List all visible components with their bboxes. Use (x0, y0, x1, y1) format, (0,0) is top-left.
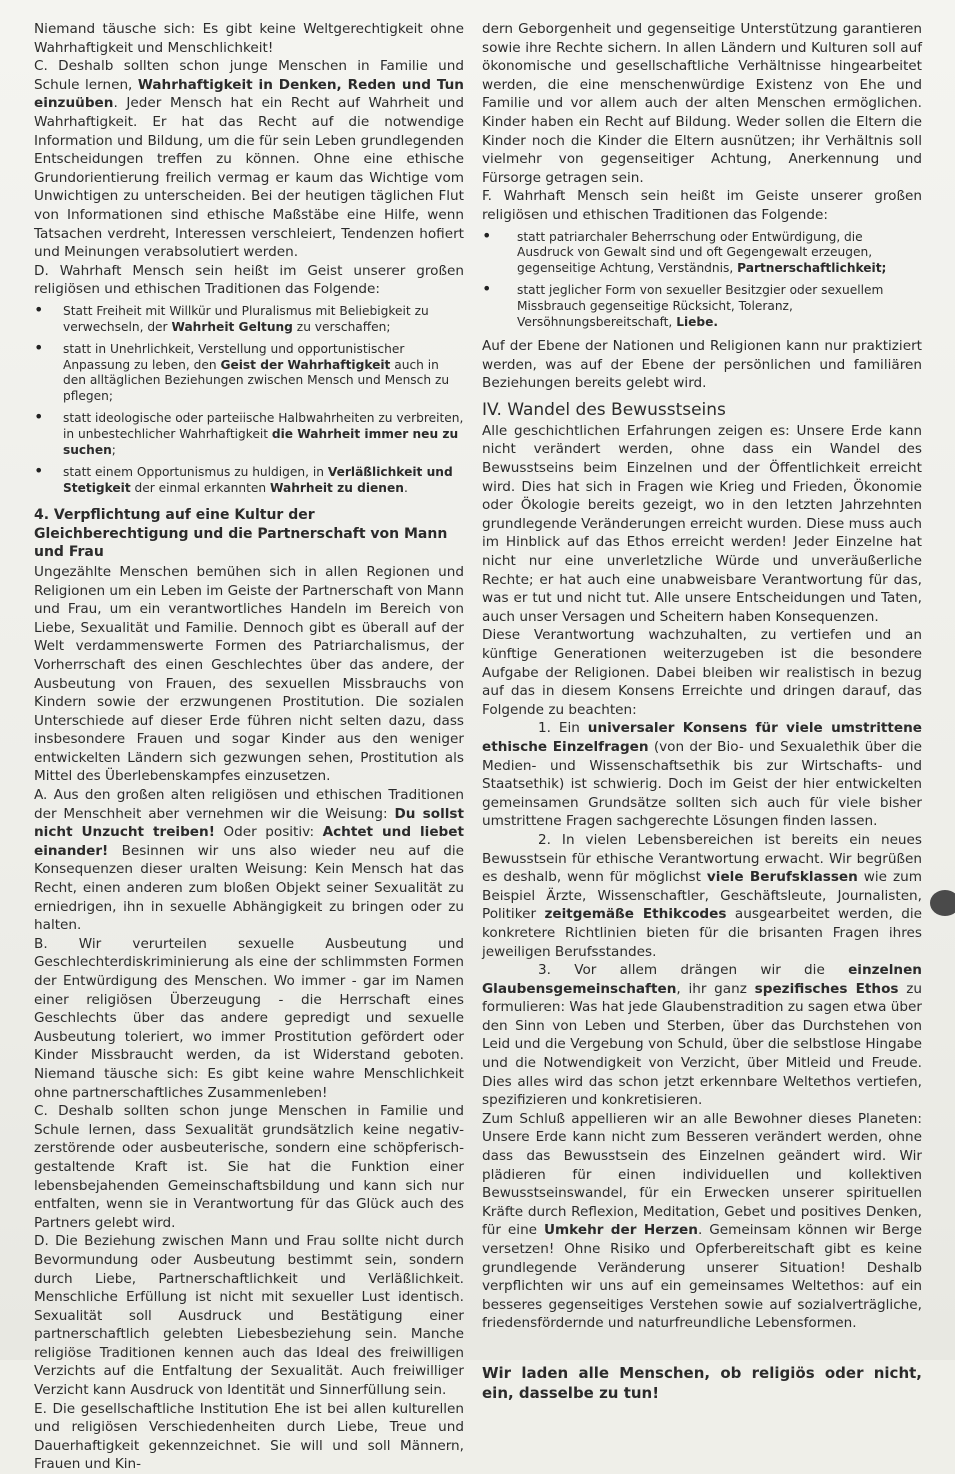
paragraph-point-1: 1. Ein universaler Konsens für viele umstrittene ethische Einzelfragen (von der Bio- und Sexualethik über die Medien- und Wissenschaftsethik bis zur Wirtschafts- und Staatsethik) ist schwierig. Doch im Geist der hier entwickelten gemeinsamen Grundsätze sollten sich auch für viele bisher umstrittene Fragen sachgerechte Lösungen finden lassen. (482, 720, 922, 830)
left-column (34, 20, 464, 1474)
c-text-pre: Deshalb sollten schon junge Menschen in Familie und Schule lernen, (34, 58, 464, 93)
paragraph-b-ausbeutung: B. Wir verurteilen sexuelle Ausbeutung und Geschlechterdiskriminierung als eine der schlimmsten Formen der Entwürdigung des Menschen. Wo immer - gar im Namen einer religiösen Überzeugung - die Herrschaft eines Geschlechts über das andere gepredigt und sexuelle Ausbeutung toleriert, wo immer Prostitution gefördert oder Kinder Missbraucht werden, da ist Widerstand geboten. Niemand täusche sich: Es gibt keine wahre Menschlichkeit ohne partnerschaftliches Zusammenleben! (34, 935, 464, 1101)
bullet-list-wahrhaftigkeit (34, 304, 464, 497)
paragraph-ebene: Auf der Ebene der Nationen und Religionen kann nur praktiziert werden, was auf der Ebene der persönlichen und familiären Beziehungen bereits gelebt wird. (482, 338, 922, 392)
paragraph-f-wahrhaft-mensch: F. Wahrhaft Mensch sein heißt im Geiste unserer großen religiösen und ethischen Traditionen das Folgende: (482, 188, 922, 223)
paragraph-weltgerechtigkeit: Niemand täusche sich: Es gibt keine Weltgerechtigkeit ohne Wahrhaftigkeit und Menschlichkeit! (34, 21, 464, 56)
list-item: • statt in Unehrlichkeit, Verstellung und opportunistischer Anpassung zu leben, den Geist der Wahrhaftigkeit auch in den alltäglichen Beziehungen zwischen Mensch und Mensch zu pflegen; (34, 342, 464, 404)
section-heading-4: 4. Verpflichtung auf eine Kultur der Gleichberechtigung und die Partnerschaft von Mann und Frau (34, 507, 448, 561)
paragraph-a-weisung: A. Aus den großen alten religiösen und ethischen Traditionen der Menschheit aber vernehmen wir die Weisung: Du sollst nicht Unzucht treiben! Oder positiv: Achtet und liebet einander! Besinnen wir uns also wieder neu auf die Konsequenzen dieser uralten Weisung: Kein Mensch hat das Recht, einen anderen zum bloßen Objekt seiner Sexualität zu erniedrigen, ihn in sexuelle Abhängigkeit zu bringen oder zu halten. (34, 787, 465, 934)
c-text-post: . Jeder Mensch hat ein Recht auf Wahrheit und Wahrhaftigkeit. Er hat das Recht auf die notwendige Information und Bildung, um die für sein Leben grundlegenden Entscheidungen treffen zu können. Ohne eine ethische Grundorientierung freilich vermag er kaum das Wichtige vom Unwichtigen zu unterscheiden. Bei der heutigen täglichen Flut von Informationen sind ethische Maßstäbe eine Hilfe, wenn Tatsachen verdreht, Interessen verschleiert, Tendenzen hofiert und Meinungen verabsolutiert werden. (34, 95, 464, 261)
paragraph-schluss: Zum Schluß appellieren wir an alle Bewohner dieses Planeten: Unsere Erde kann nicht zum Besseren verändert werden, ohne dass das Bewusstsein des Einzelnen geändert wird. Wir plädieren für einen individuellen und kollektiven Bewusstseinswandel, für ein Erwecken unserer spirituellen Kräfte durch Reflexion, Meditation, Gebet und positives Denken, für eine Umkehr der Herzen. Gemeinsam können wir Berge versetzen! Ohne Risiko und Opferbereitschaft gibt es keine grundlegende Veränderung unserer Situation! Deshalb verpflichten wir uns auf ein gemeinsames Weltethos: auf ein besseres gegenseitiges Verstehen sowie auf sozialverträgliche, friedensfördernde und naturfreundliche Lebensformen. (482, 1110, 922, 1332)
paragraph-e-ehe: E. Die gesellschaftliche Institution Ehe ist bei allen kulturellen und religiösen Verschiedenheiten durch Liebe, Treue und Dauerhaftigkeit gekennzeichnet. Sie will und soll Männern, Frauen und Kin- (34, 1400, 464, 1473)
section-heading-iv: IV. Wandel des Bewusstseins (482, 399, 726, 420)
paragraph-kinder: dern Geborgenheit und gegenseitige Unterstützung garantieren sowie ihre Rechte sichern. In allen Ländern und Kulturen soll auf ökonomische und gesellschaftliche Verhältnisse hingearbeitet werden, die eine menschenwürdige Existenz von Ehe und Familie und vor allem auch der alten Menschen ermöglichen. Kinder haben ein Recht auf Bildung. Weder sollen die Eltern die Kinder noch die Kinder die Eltern ausnützen; ihr Verhältnis soll vielmehr von gegenseitiger Achtung, Anerkennung und Fürsorge getragen sein. (482, 21, 922, 186)
paragraph-c-wahrhaftigkeit (34, 57, 464, 262)
paragraph-point-2: 2. In vielen Lebensbereichen ist bereits ein neues Bewusstsein für ethische Verantwortung erwacht. Wir begrüßen es deshalb, wenn für möglichst viele Berufsklassen wie zum Beispiel Ärzte, Wissenschaftler, Geschäftsleute, Journalisten, Politiker zeitgemäße Ethikcodes ausgearbeitet werden, die konkretere Richtlinien bieten für die brisanten Fragen ihres jeweiligen Berufsstandes. (482, 831, 922, 960)
paragraph-d-wahrhaft-mensch: D. Wahrhaft Mensch sein heißt im Geist unserer großen religiösen und ethischen Traditionen das Folgende: (34, 262, 464, 298)
list-item: • statt einem Opportunismus zu huldigen, in Verläßlichkeit und Stetigkeit der einmal erkannten Wahrheit zu dienen. (34, 465, 464, 496)
paragraph-erfahrungen: Alle geschichtlichen Erfahrungen zeigen es: Unsere Erde kann nicht verändert werden, ohne dass ein Wandel des Bewusstseins beim Einzelnen und der Öffentlichkeit erreicht wird. Dies hat sich in Fragen wie Krieg und Frieden, Ökonomie oder Ökologie bereits gezeigt, wo in den letzten Jahrzehnten grundlegende Veränderungen erreicht wurden. Diese muss auch im Hinblick auf das Ethos erreicht werden! Jeder Einzelne hat nicht nur eine unverletzliche Würde und unveräußerliche Rechte; er hat auch eine unabweisbare Verantwortung für das, was er tut und nicht tut. Alle unsere Entscheidungen und Taten, auch unser Versagen und Scheitern haben Konsequenzen. (482, 422, 922, 625)
list-item: • statt jeglicher Form von sexueller Besitzgier oder sexuellem Missbrauch gegenseitige Rücksicht, Toleranz, Versöhnungsbereitschaft, Liebe. (482, 283, 922, 330)
paragraph-ungezaehlte: Ungezählte Menschen bemühen sich in allen Regionen und Religionen um ein Leben im Geiste der Partnerschaft von Mann und Frau, um ein verantwortliches Handeln im Bereich von Liebe, Sexualität und Familie. Dennoch gibt es überall auf der Welt verdammenswerte Formen des Patriarchalismus, der Vorherrschaft des einen Geschlechtes über das andere, der Ausbeutung von Frauen, des sexuellen Missbrauchs von Kindern sowie der erzwungenen Prostitution. Die sozialen Unterschiede auf dieser Erde führen nicht selten dazu, dass insbesondere Frauen und sogar Kinder aus den weniger entwickelten Ländern sich gezwungen sehen, Prostitution als Mittel des Überlebenskampfes einzusetzen. (34, 563, 464, 785)
list-item: • Statt Freiheit mit Willkür und Pluralismus mit Beliebigkeit zu verwechseln, der Wahrheit Geltung zu verschaffen; (34, 304, 464, 335)
c-text-bold: Wahrhaftigkeit in Denken, Reden und Tun einzuüben (34, 76, 464, 112)
list-item: • statt ideologische oder parteiische Halbwahrheiten zu verbreiten, in unbestechlicher Wahrhaftigkeit die Wahrheit immer neu zu suchen; (34, 411, 464, 458)
right-column (482, 20, 922, 1403)
punch-hole (930, 890, 955, 916)
paragraph-d-beziehung: D. Die Beziehung zwischen Mann und Frau sollte nicht durch Bevormundung oder Ausbeutung bestimmt sein, sondern durch Liebe, Partnerschaftlichkeit und Verläßlichkeit. Menschliche Erfüllung ist nicht mit sexueller Lust identisch. Sexualität soll Ausdruck und Bestätigung einer partnerschaftlich gelebten Liebesbeziehung sein. Manche religiöse Traditionen kennen auch das Ideal des freiwilligen Verzichts auf die Entfaltung der Sexualität. Auch freiwilliger Verzicht kann Ausdruck von Identität und Sinnerfüllung sein. (34, 1233, 464, 1399)
paragraph-c-sexualitaet: C. Deshalb sollten schon junge Menschen in Familie und Schule lernen, dass Sexualität grundsätzlich keine negativ-zerstörende oder ausbeuterische, sondern eine schöpferisch-gestaltende Kraft ist. Sie hat die Funktion einer lebensbejahenden Gemeinschaftsbildung und kann sich nur entfalten, wenn sie in Verantwortung für das Glück auch des Partners gelebt wird. (34, 1103, 464, 1231)
closing-statement: Wir laden alle Menschen, ob religiös oder nicht, ein, dasselbe zu tun! (482, 1363, 922, 1402)
paragraph-verantwortung: Diese Verantwortung wachzuhalten, zu vertiefen und an künftige Generationen weiterzugeben ist die besondere Aufgabe der Religionen. Dabei bleiben wir realistisch in bezug auf das in diesem Konsens Erreichte und dringen darauf, das Folgende zu beachten: (482, 627, 922, 718)
bullet-list-partnerschaft (482, 230, 922, 331)
c-label: C. (34, 58, 48, 75)
list-item: • statt patriarchaler Beherrschung oder Entwürdigung, die Ausdruck von Gewalt sind und oft Gegengewalt erzeugen, gegenseitige Achtung, Verständnis, Partnerschaftlichkeit; (482, 230, 922, 277)
paragraph-point-3: 3. Vor allem drängen wir die einzelnen Glaubensgemeinschaften, ihr ganz spezifisches Ethos zu formulieren: Was hat jede Glaubenstradition zu sagen etwa über den Sinn von Leben und Sterben, über das Durchstehen von Leid und die Vergebung von Schuld, über die selbstlose Hingabe und die Notwendigkeit von Verzicht, über Mitleid und Freude. Dies alles wird das schon jetzt erkennbare Weltethos vertiefen, spezifizieren und konkretisieren. (482, 962, 922, 1109)
